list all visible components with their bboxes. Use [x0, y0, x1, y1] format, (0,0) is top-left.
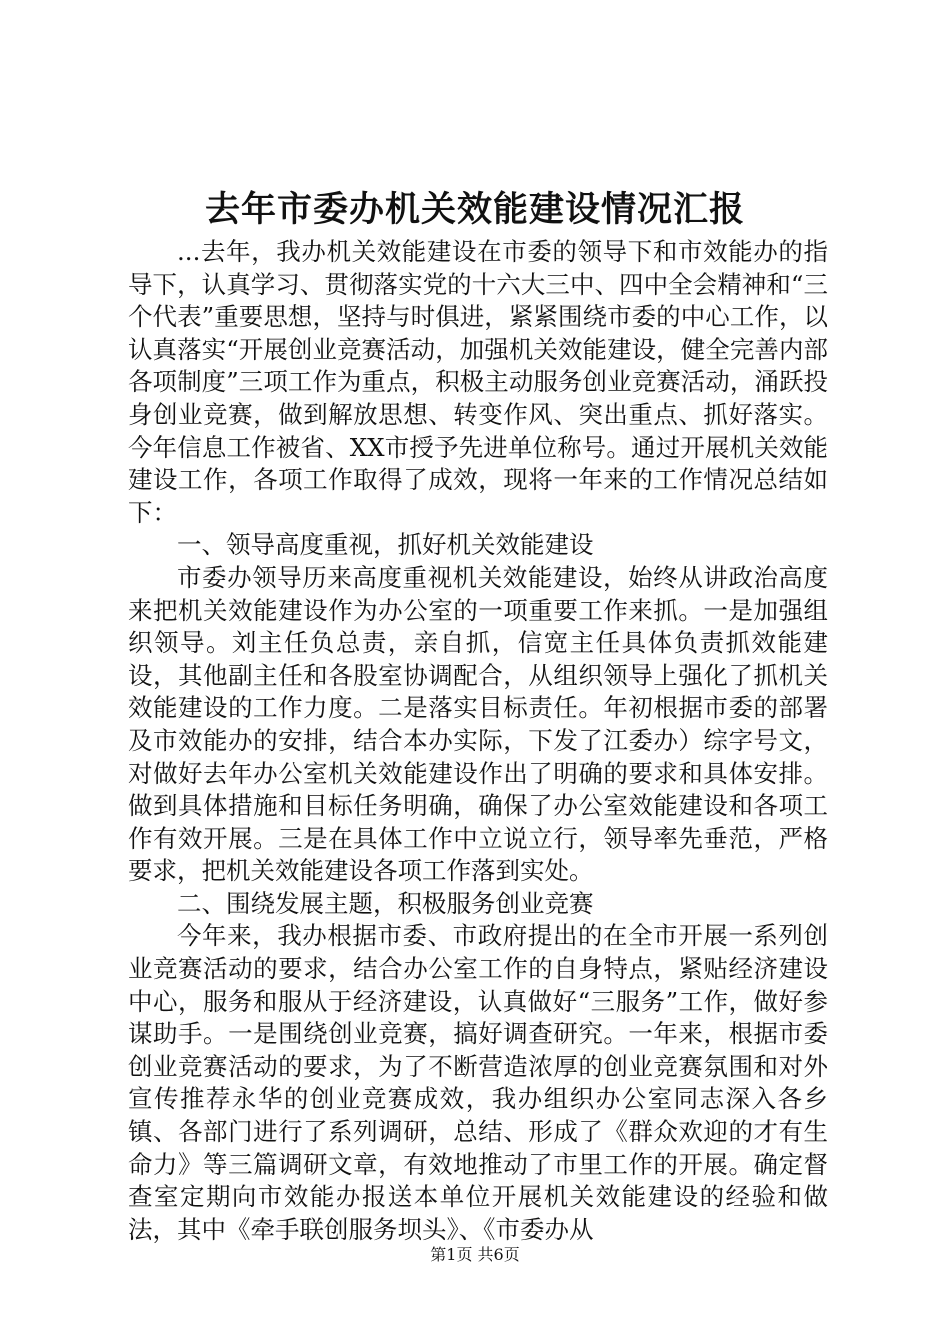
section-heading-1: 一、领导高度重视，抓好机关效能建设	[177, 530, 594, 560]
section-heading-2: 二、围绕发展主题，积极服务创业竞赛	[177, 888, 594, 918]
document-title: 去年市委办机关效能建设情况汇报	[204, 189, 745, 230]
section-1-paragraph: 市委办领导历来高度重视机关效能建设，始终从讲政治高度来把机关效能建设作为办公室的一项重要工作来抓。一是加强组织领导。刘主任负总责，亲自抓，信宽主任具体负责抓效能建设，其他副主任和各股室协调配合，从组织领导上强化了抓机关效能建设的工作力度。二是落实目标责任。年初根据市委的部署及市效能办的安排，结合本办实际，下发了江委办）综字号文，对做好去年办公室机关效能建设作出了明确的要求和具体安排。做到具体措施和目标任务明确，确保了办公室效能建设和各项工作有效开展。三是在具体工作中立说立行，领导率先垂范，严格要求，把机关效能建设各项工作落到实处。	[128, 562, 828, 886]
intro-paragraph: ...去年，我办机关效能建设在市委的领导下和市效能办的指导下，认真学习、贯彻落实党的十六大三中、四中全会精神和“三个代表”重要思想，坚持与时俱进，紧紧围绕市委的中心工作，以认真落实“开展创业竞赛活动，加强机关效能建设，健全完善内部各项制度”三项工作为重点，积极主动服务创业竞赛活动，涌跃投身创业竞赛，做到解放思想、转变作风、突出重点、抓好落实。今年信息工作被省、XX市授予先进单位称号。通过开展机关效能建设工作，各项工作取得了成效，现将一年来的工作情况总结如下：	[128, 237, 828, 527]
section-2-paragraph: 今年来，我办根据市委、市政府提出的在全市开展一系列创业竞赛活动的要求，结合办公室工作的自身特点，紧贴经济建设中心，服务和服从于经济建设，认真做好“三服务”工作，做好参谋助手。一是围绕创业竞赛，搞好调查研究。一年来，根据市委创业竞赛活动的要求，为了不断营造浓厚的创业竞赛氛围和对外宣传推荐永华的创业竞赛成效，我办组织办公室同志深入各乡镇、各部门进行了系列调研，总结、形成了《群众欢迎的才有生命力》等三篇调研文章，有效地推动了市里工作的开展。确定督查室定期向市效能办报送本单位开展机关效能建设的经验和做法，其中《牵手联创服务坝头》、《市委办从	[128, 921, 828, 1244]
page-number-footer: 第1页 共6页	[430, 1245, 520, 1264]
document-body	[128, 236, 828, 1246]
